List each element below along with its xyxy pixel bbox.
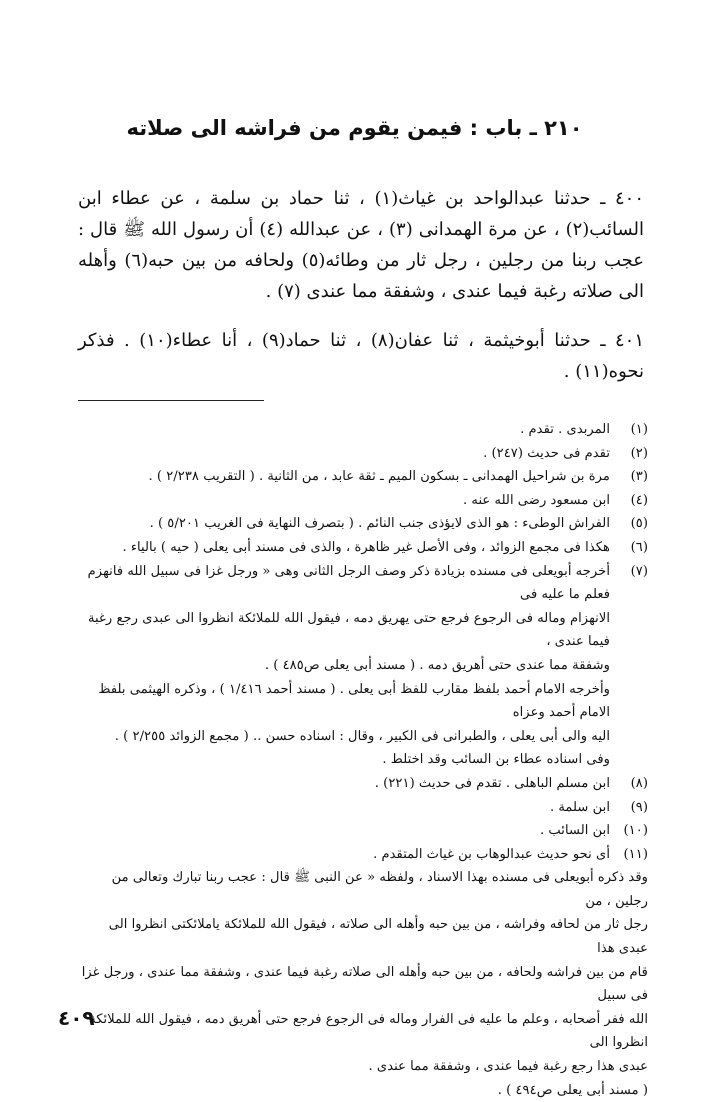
footnote-line: ابن مسلم الباهلى . تقدم فى حديث (٢٢١) . <box>374 775 610 791</box>
footnote-number: (١٠) <box>623 823 648 839</box>
footnote <box>76 489 648 513</box>
footnote-number: (١١) <box>623 846 648 862</box>
footnote-number: (٨) <box>630 775 648 791</box>
hadith-400: ٤٠٠ ـ حدثنا عبدالواحد بن غياث(١) ، ثنا حماد بن سلمة ، عن عطاء ابن السائب(٢) ، عن مرة الهمدانى (٣) ، عن عبدالله (٤) أن رسول الله ﷺ قال : عجب ربنا من رجلين ، رجل ثار من وطائه(٥) ولحافه من بين حبه(٦) وأهله الى صلاته رغبة فيما عندى ، وشفقة مما عندى (٧) . <box>78 188 645 302</box>
footnote-continuation <box>76 866 648 1102</box>
footnote-continuation <box>76 678 648 772</box>
chapter-title: ٢١٠ ـ باب : فيمن يقوم من فراشه الى صلاته <box>126 116 583 140</box>
footnote-line: ابن سلمة . <box>549 799 610 815</box>
footnote-line: وفى اسناده عطاء بن السائب وقد اختلط . <box>382 752 610 768</box>
footnote-line: عبدى هذا رجع رغبة فيما عندى ، وشفقة مما عندى . <box>368 1059 648 1075</box>
footnotes <box>76 418 648 1102</box>
footnote-line: قام من بين فراشه ولحافه ، من بين حبه وأهله الى صلاته رغبة فيما عندى ، وشفقة مما عندى ، ورجل غزا فى سبيل <box>81 964 648 1004</box>
footnote <box>76 465 648 489</box>
footnote-line: المربدى . تقدم . <box>520 422 610 437</box>
footnote-number: (٦) <box>630 539 648 555</box>
footnote-line: أخرجه أبويعلى فى مسنده بزيادة ذكر وصف الرجل الثانى وهى « ورجل غزا فى سبيل الله فانهزم فعلم ما عليه فى <box>87 563 610 603</box>
footnote-number: (٥) <box>630 516 648 532</box>
footnote-line: مرة بن شراحيل الهمدانى ـ بسكون الميم ـ ثقة عابد ، من الثانية . ( التقريب ٢/٢٣٨ ) . <box>148 469 610 485</box>
footnote <box>76 843 648 867</box>
footnote-line: اليه والى أبى يعلى ، والطبرانى فى الكبير ، وقال : اسناده حسن .. ( مجمع الزوائد ٢/٢٥٥ ) . <box>114 728 610 744</box>
footnote <box>76 536 648 560</box>
footnote <box>76 512 648 536</box>
footnote <box>76 772 648 796</box>
footnote-number: (٧) <box>630 563 648 579</box>
footnote-line: وشفقة مما عندى حتى أهريق دمه . ( مسند أبى يعلى ص٤٨٥ ) . <box>264 657 610 673</box>
footnote-number: (٣) <box>630 469 648 485</box>
footnote <box>76 560 648 678</box>
footnote-number: (٤) <box>630 492 648 508</box>
footnote-separator <box>78 400 264 401</box>
footnote-line: أى نحو حديث عبدالوهاب بن غياث المتقدم . <box>373 846 610 862</box>
page-number: ٤٠٩ <box>58 1006 95 1030</box>
footnote-number: (٩) <box>630 799 648 815</box>
footnote-line: رجل ثار من لحافه وفراشه ، من بين حبه وأهله الى صلاته ، فيقول الله للملائكة ياملائكتى انظروا الى عبدى هذا <box>108 917 648 957</box>
footnote-line: وقد ذكره أبويعلى فى مسنده بهذا الاسناد ، ولفظه « عن النبى ﷺ قال : عجب ربنا تبارك وتعالى من رجلين ، من <box>111 870 648 909</box>
footnote-line: الانهزام وماله فى الرجوع فرجع حتى يهريق دمه ، فيقول الله للملائكة انظروا الى عبدى رجع رغبة فيما عندى ، <box>87 610 610 650</box>
footnote <box>76 796 648 820</box>
footnote <box>76 819 648 843</box>
footnote-number: (٢) <box>630 445 648 461</box>
hadith-401: ٤٠١ ـ حدثنا أبوخيثمة ، ثنا عفان(٨) ، ثنا حماد(٩) ، أنا عطاء(١٠) . فذكر نحوه(١١) . <box>78 330 644 382</box>
footnote-line: ابن مسعود رضى الله عنه . <box>463 492 610 508</box>
footnote-line: وأخرجه الامام أحمد بلفظ مقارب للفظ أبى يعلى . ( مسند أحمد ١/٤١٦ ) ، وذكره الهيثمى بلفظ الامام أحمد وعزاه <box>98 681 610 721</box>
footnote-line: الفراش الوطىء : هو الذى لايؤذى جنب النائم . ( بتصرف النهاية فى الغريب ٥/٢٠١ ) . <box>149 516 610 532</box>
main-text <box>78 183 644 387</box>
footnote-line: تقدم فى حديث (٢٤٧) . <box>483 445 610 461</box>
footnote-number: (١) <box>630 422 648 437</box>
footnote-line: ابن السائب . <box>539 823 610 839</box>
footnote <box>76 442 648 466</box>
footnote-line: الله ففر أصحابه ، وعلم ما عليه فى الفرار وماله فى الرجوع فرجع حتى أهريق دمه ، فيقول الله للملائكة انظروا الى <box>89 1011 648 1051</box>
footnote <box>76 418 648 442</box>
footnote-line: ( مسند أبى يعلى ص٤٩٤ ) . <box>497 1082 648 1098</box>
footnote-line: هكذا فى مجمع الزوائد ، وفى الأصل غير ظاهرة ، والذى فى مسند أبى يعلى ( حيه ) بالياء . <box>122 539 610 555</box>
